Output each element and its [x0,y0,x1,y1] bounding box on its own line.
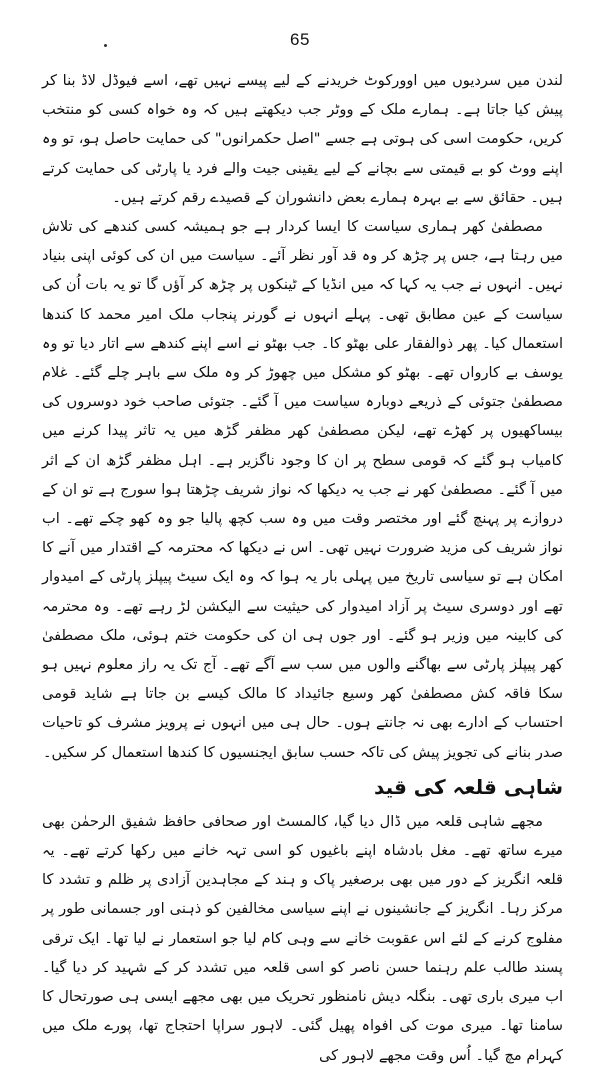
section-heading: شاہی قلعہ کی قید [374,774,563,799]
paragraph-2: مصطفیٰ کھر ہماری سیاست کا ایسا کردار ہے جو ہمیشہ کسی کندھے کی تلاش میں رہتا ہے، جس پر چڑھ کر وہ قد آور نظر آئے۔ سیاست میں ان کی کوئی اپنی بنیاد نہیں۔ انہوں نے جب یہ کہا کہ میں انڈیا کے ٹینکوں پر چڑھ کر آؤں گا تو یہ بات اُن کی سیاست کے عین مطابق تھی۔ پہلے انہوں نے گورنر پنجاب ملک امیر محمد کا کندھا استعمال کیا۔ پھر ذوالفقار علی بھٹو کا۔ جب بھٹو نے اسے اپنے کندھے سے اتار دیا تو وہ یوسف بے کارواں تھے۔ بھٹو کو مشکل میں چھوڑ کر وہ ملک سے باہر چلے گئے۔ غلام مصطفیٰ جتوئی کے ذریعے دوبارہ سیاست میں آ گئے۔ جتوئی صاحب خود دوسروں کی بیساکھیوں پر کھڑے تھے، لیکن مصطفیٰ کھر مظفر گڑھ میں یہ تاثر پیدا کرنے میں کامیاب ہو گئے کہ قومی سطح پر ان کا وجود ناگزیر ہے۔ اہل مظفر گڑھ ان کے اثر میں آ گئے۔ مصطفیٰ کھر نے جب یہ دیکھا کہ نواز شریف چڑھتا ہوا سورج ہے تو ان کے دروازے پر پہنچ گئے اور مختصر وقت میں وہ سب کچھ پالیا جو وہ کھو چکے تھے۔ اب نواز شریف کی مزید ضرورت نہیں تھی۔ اس نے دیکھا کہ محترمہ کے اقتدار میں آنے کا امکان ہے تو سیاسی تاریخ میں پہلی بار یہ ہوا کہ وہ ایک سیٹ پیپلز پارٹی کے امیدوار تھے اور دوسری سیٹ پر آزاد امیدوار کی حیثیت سے الیکشن لڑ رہے تھے۔ وہ محترمہ کی کابینہ میں وزیر ہو گئے۔ اور جوں ہی ان کی حکومت ختم ہوئی، ملک مصطفیٰ کھر پیپلز پارٹی سے بھاگنے والوں میں سب سے آگے تھے۔ آج تک یہ راز معلوم نہیں ہو سکا فاقہ کش مصطفیٰ کھر وسیع جائیداد کا مالک کیسے بن جاتا ہے شاید قومی احتساب کے ادارے بھی نہ جانتے ہوں۔ حال ہی میں انہوں نے پرویز مشرف کو تاحیات صدر بنانے کی تجویز پیش کی تاکہ حسب سابق ایجنسیوں کا کندھا استعمال کر سکیں۔ [42,218,563,761]
paragraph-1: لندن میں سردیوں میں اوورکوٹ خریدنے کے لیے پیسے نہیں تھے، اسے فیوڈل لاڈ بنا کر پیش کیا جاتا ہے۔ ہمارے ملک کے ووٹر جب دیکھتے ہیں کہ وہ خواہ کسی کو منتخب کریں، حکومت اسی کی ہوتی ہے جسے "اصل حکمرانوں" کی حمایت حاصل ہو، تو وہ اپنے ووٹ کو بے قیمتی سے بچانے کے لیے یقینی جیت والے فرد یا پارٹی کی حمایت کرتے ہیں۔ حقائق سے بے بہرہ ہمارے بعض دانشوران کے قصیدے رقم کرتے ہیں۔ [42,72,563,206]
page-body [42,66,563,1070]
page-number: 65 [290,30,310,49]
stray-dot [104,44,107,47]
paragraph-3: مجھے شاہی قلعہ میں ڈال دیا گیا، کالمسٹ اور صحافی حافظ شفیق الرحمٰن بھی میرے ساتھ تھے۔ مغل بادشاہ اپنے باغیوں کو اسی تہہ خانے میں رکھا کرتے تھے۔ یہ قلعہ انگریز کے دور میں بھی برصغیر پاک و ہند کے مجاہدین آزادی پر ظلم و تشدد کا مرکز رہا۔ انگریز کے جانشینوں نے اپنے سیاسی مخالفین کو ذہنی اور جسمانی طور پر مفلوج کرنے کے لئے اس عقوبت خانے سے وہی کام لیا جو استعمار نے لیا تھا۔ ایک ترقی پسند طالب علم رہنما حسن ناصر کو اسی قلعہ میں تشدد کر کے شہید کر دیا گیا۔ اب میری باری تھی۔ بنگلہ دیش نامنظور تحریک میں بھی مجھے ایسی ہی صورتحال کا سامنا تھا۔ میری موت کی افواہ پھیل گئی۔ لاہور سراپا احتجاج تھا، پورے ملک میں کہرام مچ گیا۔ اُس وقت مجھے لاہور کی [42,812,563,1064]
